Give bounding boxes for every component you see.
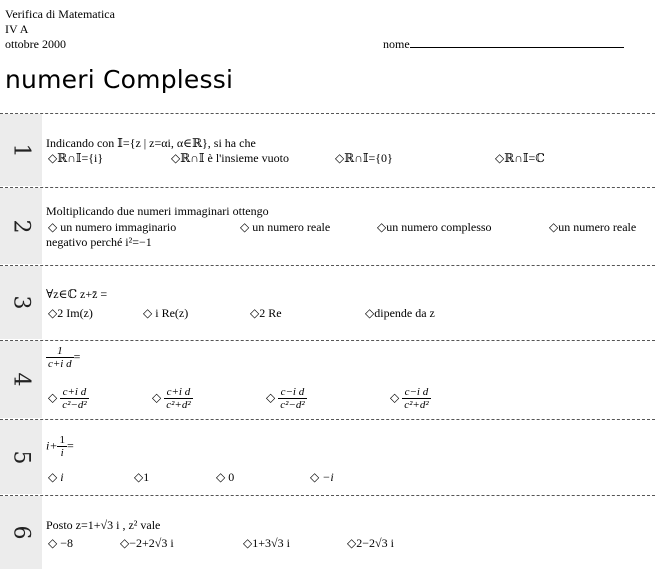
option[interactable]: ◇ℝ∩𝕀={i} — [48, 151, 104, 165]
diamond-icon: ◇ — [266, 390, 279, 405]
option[interactable]: ◇ i — [48, 470, 64, 484]
header-line1: Verifica di Matematica — [5, 7, 115, 21]
diamond-icon: ◇ — [240, 220, 253, 234]
diamond-icon: ◇ — [365, 306, 375, 320]
diamond-icon: ◇ — [48, 536, 61, 550]
diamond-icon: ◇ — [134, 470, 144, 484]
page-title: numeri Complessi — [5, 65, 234, 94]
option[interactable]: ◇1+3√3 i — [243, 536, 290, 550]
question-stem: Moltiplicando due numeri immaginari ottengo — [46, 204, 269, 218]
option[interactable]: ◇ un numero immaginario — [48, 220, 177, 234]
option[interactable]: ◇ $\frac{\text{c+i d}}{\text{c²−d²}}$ — [48, 386, 87, 411]
option[interactable]: ◇un numero reale — [549, 220, 637, 234]
option[interactable]: ◇ −8 — [48, 536, 74, 550]
diamond-icon: ◇ — [347, 536, 357, 550]
option[interactable]: ◇ℝ∩𝕀={0} — [335, 151, 393, 165]
question-3 — [0, 266, 655, 339]
question-number: 5 — [0, 420, 42, 494]
question-stem: $\frac{1}{\text{c+i d}}$ = — [48, 345, 81, 370]
question-number: 2 — [0, 188, 42, 264]
option[interactable]: ◇ $\frac{\text{c−i d}}{\text{c²+d²}}$ — [390, 386, 429, 411]
diamond-icon: ◇ — [48, 306, 58, 320]
diamond-icon: ◇ — [48, 220, 61, 234]
option[interactable]: ◇ℝ∩𝕀=ℂ — [495, 151, 545, 165]
question-number: 6 — [0, 496, 42, 569]
option[interactable]: ◇2 Im(z) — [48, 306, 93, 320]
name-underline[interactable] — [410, 37, 624, 48]
diamond-icon: ◇ — [335, 151, 345, 165]
question-1 — [0, 114, 655, 186]
option[interactable]: ◇ −i — [310, 470, 334, 484]
diamond-icon: ◇ — [495, 151, 505, 165]
question-5 — [0, 420, 655, 494]
question-stem: i+ $\frac{1}{i}$ = — [46, 434, 74, 459]
option[interactable]: ◇−2+2√3 i — [120, 536, 174, 550]
diamond-icon: ◇ — [243, 536, 253, 550]
diamond-icon: ◇ — [48, 151, 58, 165]
stem-fraction: $\frac{1}{i}$ — [59, 434, 65, 459]
question-number: 3 — [0, 266, 42, 339]
diamond-icon: ◇ — [120, 536, 130, 550]
diamond-icon: ◇ — [171, 151, 181, 165]
diamond-icon: ◇ — [152, 390, 165, 405]
option-continuation: negativo perché i²=−1 — [46, 235, 152, 249]
option[interactable]: ◇ℝ∩𝕀 è l'insieme vuoto — [171, 151, 289, 165]
diamond-icon: ◇ — [377, 220, 387, 234]
option[interactable]: ◇un numero complesso — [377, 220, 492, 234]
diamond-icon: ◇ — [48, 390, 61, 405]
option[interactable]: ◇2 Re — [250, 306, 282, 320]
option[interactable]: ◇2−2√3 i — [347, 536, 394, 550]
question-stem: Posto z=1+√3 i , z² vale — [46, 518, 161, 532]
option[interactable]: ◇dipende da z — [365, 306, 435, 320]
question-2 — [0, 188, 655, 264]
diamond-icon: ◇ — [250, 306, 260, 320]
option[interactable]: ◇ $\frac{\text{c+i d}}{\text{c²+d²}}$ — [152, 386, 191, 411]
question-stem: Indicando con 𝕀={z | z=αi, α∈ℝ}, si ha che — [46, 136, 256, 150]
diamond-icon: ◇ — [390, 390, 403, 405]
question-number: 1 — [0, 114, 42, 186]
diamond-icon: ◇ — [310, 470, 323, 484]
diamond-icon: ◇ — [48, 470, 61, 484]
option[interactable]: ◇ i Re(z) — [143, 306, 189, 320]
option[interactable]: ◇ 0 — [216, 470, 235, 484]
stem-fraction: $\frac{1}{\text{c+i d}}$ — [48, 345, 72, 370]
diamond-icon: ◇ — [216, 470, 229, 484]
diamond-icon: ◇ — [549, 220, 559, 234]
header-date: ottobre 2000 — [5, 37, 66, 51]
name-label: nome — [383, 37, 410, 51]
option[interactable]: ◇1 — [134, 470, 150, 484]
option[interactable]: ◇ $\frac{\text{c−i d}}{\text{c²−d²}}$ — [266, 386, 305, 411]
question-6 — [0, 496, 655, 569]
question-stem: ∀z∈ℂ z+z̄ = — [46, 287, 108, 301]
header-class: IV A — [5, 22, 29, 36]
name-field[interactable] — [383, 37, 624, 52]
diamond-icon: ◇ — [143, 306, 156, 320]
question-4 — [0, 341, 655, 418]
option[interactable]: ◇ un numero reale — [240, 220, 331, 234]
question-number: 4 — [0, 341, 42, 418]
